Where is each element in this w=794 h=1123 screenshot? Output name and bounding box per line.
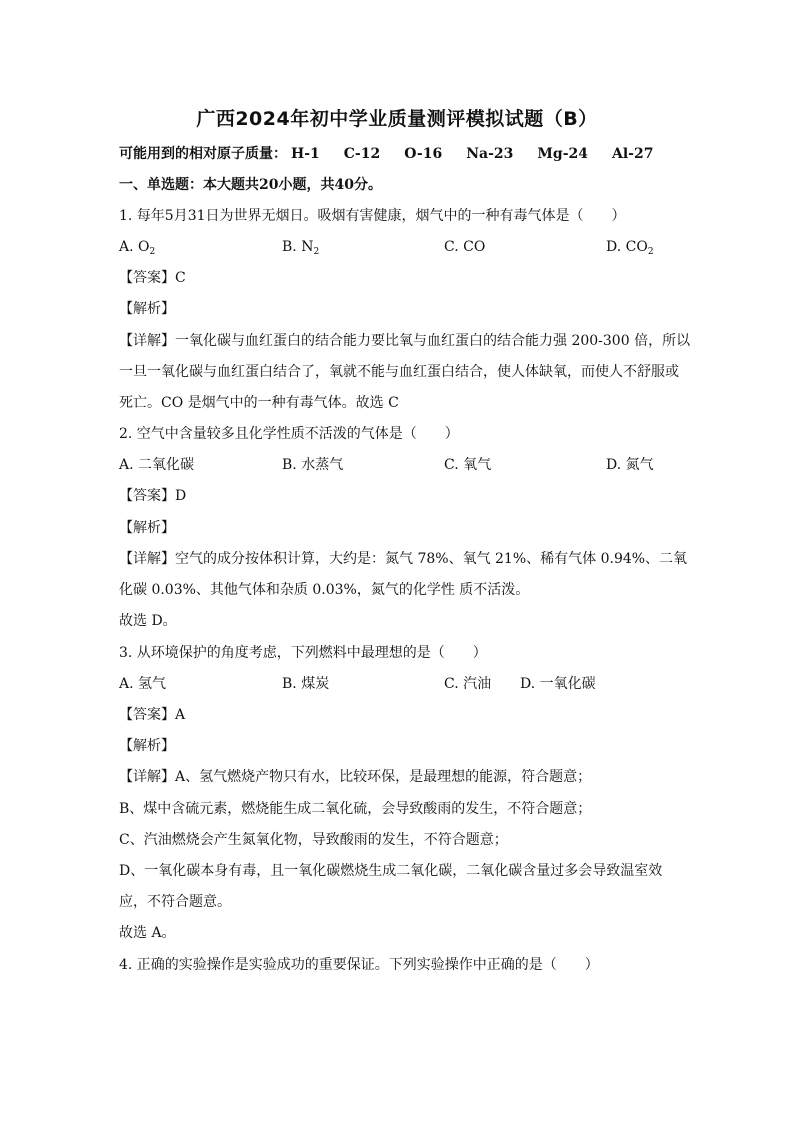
- q3-option-d: D. 一氧化碳: [520, 676, 596, 692]
- q3-detail-line: B、煤中含硫元素，燃烧能生成二氧化硫，会导致酸雨的发生，不符合题意；: [119, 801, 592, 817]
- q2-detail-line: 化碳 0.03%、其他气体和杂质 0.03%，氮气的化学性 质不活泼。: [119, 582, 530, 598]
- mass-al: Al-27: [612, 146, 654, 162]
- q3-detail-line: C、汽油燃烧会产生氮氧化物，导致酸雨的发生，不符合题意；: [119, 832, 508, 848]
- q1-analysis: 【解析】: [119, 301, 175, 317]
- q3-detail-line: 应，不符合题意。: [119, 894, 231, 910]
- q2-analysis: 【解析】: [119, 520, 175, 536]
- section-heading: 一、单选题：本大题共20小题，共40分。: [119, 177, 382, 193]
- q2-option-b: B. 水蒸气: [282, 457, 344, 473]
- q1-option-c: C. CO: [444, 239, 486, 255]
- mass-c: C-12: [343, 146, 381, 162]
- q3-detail-line: 【详解】A、氢气燃烧产物只有水，比较环保，是最理想的能源，符合题意；: [119, 769, 592, 785]
- q3-stem: 3. 从环境保护的角度考虑，下列燃料中最理想的是（ ）: [119, 645, 487, 661]
- q1-detail-line: 死亡。CO 是烟气中的一种有毒气体。故选 C: [119, 395, 399, 411]
- q1-option-d: D. $CO_2$: [606, 239, 654, 257]
- page-title: 广西2024年初中学业质量测评模拟试题（B）: [196, 108, 598, 130]
- q3-detail-line: 故选 A。: [119, 925, 176, 941]
- q2-option-a: A. 二氧化碳: [119, 457, 195, 473]
- atomic-masses: [119, 144, 677, 164]
- q3-option-b: B. 煤炭: [282, 676, 330, 692]
- q1-answer: 【答案】C: [119, 270, 186, 286]
- q2-answer: 【答案】D: [119, 488, 187, 504]
- q2-detail-line: 【详解】空气的成分按体积计算，大约是：氮气 78%、氧气 21%、稀有气体 0.94%、二氧: [119, 551, 688, 567]
- q4-stem: 4. 正确的实验操作是实验成功的重要保证。下列实验操作中正确的是（ ）: [119, 957, 599, 973]
- q3-option-a: A. 氢气: [119, 676, 167, 692]
- q2-stem: 2. 空气中含量较多且化学性质不活泼的气体是（ ）: [119, 426, 459, 442]
- q2-option-d: D. 氮气: [606, 457, 654, 473]
- q3-analysis: 【解析】: [119, 738, 175, 754]
- q3-answer: 【答案】A: [119, 707, 186, 723]
- q2-option-c: C. 氧气: [444, 457, 492, 473]
- q1-stem: 1. 每年5月31日为世界无烟日。吸烟有害健康，烟气中的一种有毒气体是（ ）: [119, 208, 626, 224]
- q1-detail-line: 一旦一氧化碳与血红蛋白结合了，氧就不能与血红蛋白结合，使人体缺氧，而使人不舒服或: [119, 364, 679, 380]
- q1-option-b: B. $N_2$: [282, 239, 320, 257]
- mass-mg: Mg-24: [537, 146, 588, 162]
- mass-h: H-1: [291, 146, 320, 162]
- q3-option-c: C. 汽油: [444, 676, 492, 692]
- q2-detail-line: 故选 D。: [119, 613, 177, 629]
- atomic-masses-label: 可能用到的相对原子质量：: [119, 146, 287, 162]
- q3-detail-line: D、一氧化碳本身有毒，且一氧化碳燃烧生成二氧化碳，二氧化碳含量过多会导致温室效: [119, 863, 663, 879]
- q1-option-a: A. $O_2$: [119, 239, 156, 257]
- mass-o: O-16: [404, 146, 443, 162]
- mass-na: Na-23: [466, 146, 514, 162]
- q1-detail-line: 【详解】一氧化碳与血红蛋白的结合能力要比氧与血红蛋白的结合能力强 200-300 倍，所以: [119, 333, 691, 349]
